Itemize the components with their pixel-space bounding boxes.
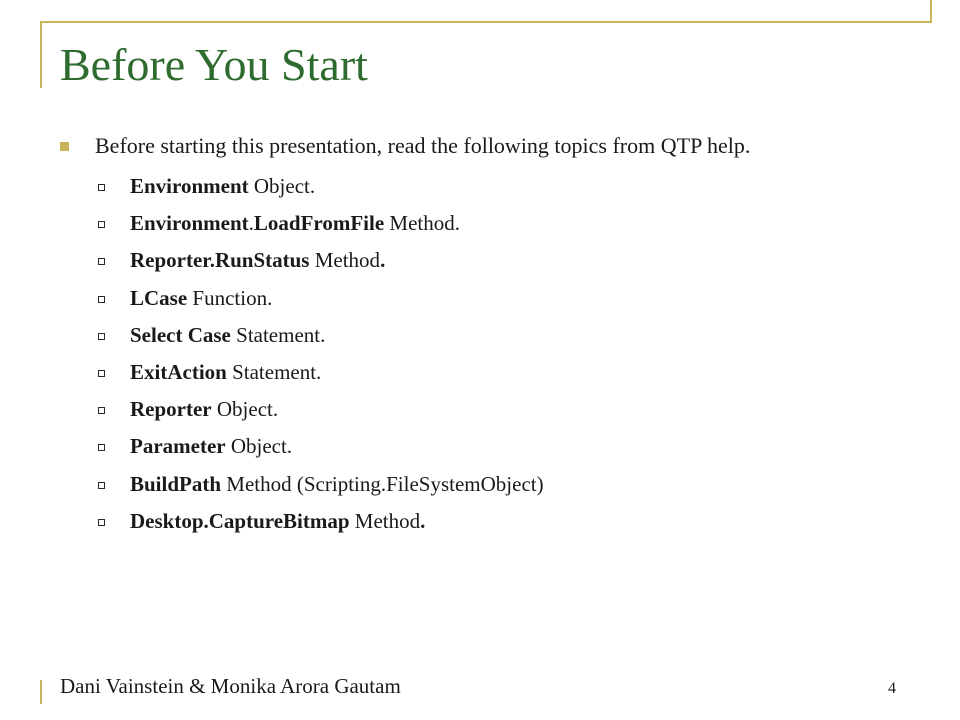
topic-item <box>60 168 880 205</box>
topic-name: Select Case <box>130 322 231 347</box>
topic-kind: Object. <box>248 174 316 198</box>
topic-item <box>60 205 880 242</box>
topic-kind: Object. <box>211 397 279 422</box>
topic-kind: Method <box>349 508 421 533</box>
topic-item <box>60 242 880 279</box>
topic-item <box>60 391 880 428</box>
hollow-square-bullet-icon <box>98 333 105 340</box>
topic-kind: Object. <box>225 434 293 459</box>
topic-period: . <box>420 508 426 533</box>
topic-item <box>60 354 880 391</box>
topic-separator: . <box>248 211 254 236</box>
topic-kind: Statement. <box>226 359 322 384</box>
topic-name: BuildPath <box>130 471 222 496</box>
topic-item <box>60 428 880 465</box>
topic-kind: Method. <box>384 211 460 236</box>
hollow-square-bullet-icon <box>98 519 105 526</box>
hollow-square-bullet-icon <box>98 221 105 228</box>
topic-name: ExitAction <box>130 359 227 384</box>
footer-author: Dani Vainstein & Monika Arora Gautam <box>60 674 401 698</box>
page-number: 4 <box>888 680 896 697</box>
topic-item <box>60 503 880 540</box>
topic-item <box>60 317 880 354</box>
topic-name: LCase <box>130 285 188 310</box>
topic-name: Environment <box>130 211 249 236</box>
hollow-square-bullet-icon <box>98 296 105 303</box>
topic-kind: Method (Scripting.FileSystemObject) <box>221 471 544 496</box>
slide-title: Before You Start <box>60 39 368 90</box>
footer-left-rule <box>40 680 42 704</box>
hollow-square-bullet-icon <box>98 407 105 414</box>
topic-item <box>60 280 880 317</box>
slide-content <box>60 130 880 540</box>
topic-name: Reporter.RunStatus <box>130 248 310 273</box>
topic-name: Parameter <box>130 434 226 459</box>
topic-name-method: LoadFromFile <box>253 211 385 236</box>
topic-item <box>60 466 880 503</box>
topic-kind: Method <box>309 248 381 273</box>
hollow-square-bullet-icon <box>98 482 105 489</box>
topic-name: Desktop.CaptureBitmap <box>130 508 350 533</box>
frame-right-rule <box>930 0 932 23</box>
topic-name: Reporter <box>130 397 212 422</box>
topic-kind: Statement. <box>230 322 326 347</box>
hollow-square-bullet-icon <box>98 184 105 191</box>
hollow-square-bullet-icon <box>98 258 105 265</box>
frame-top-rule <box>40 21 932 23</box>
topic-name: Environment <box>130 174 249 198</box>
topic-list <box>60 168 880 540</box>
intro-text: Before starting this presentation, read the following topics from QTP help. <box>95 133 751 158</box>
hollow-square-bullet-icon <box>98 370 105 377</box>
topic-kind: Function. <box>187 285 273 310</box>
topic-period: . <box>380 248 386 273</box>
hollow-square-bullet-icon <box>98 444 105 451</box>
frame-left-rule <box>40 21 42 88</box>
intro-bullet <box>60 130 880 161</box>
square-bullet-icon <box>60 142 69 151</box>
